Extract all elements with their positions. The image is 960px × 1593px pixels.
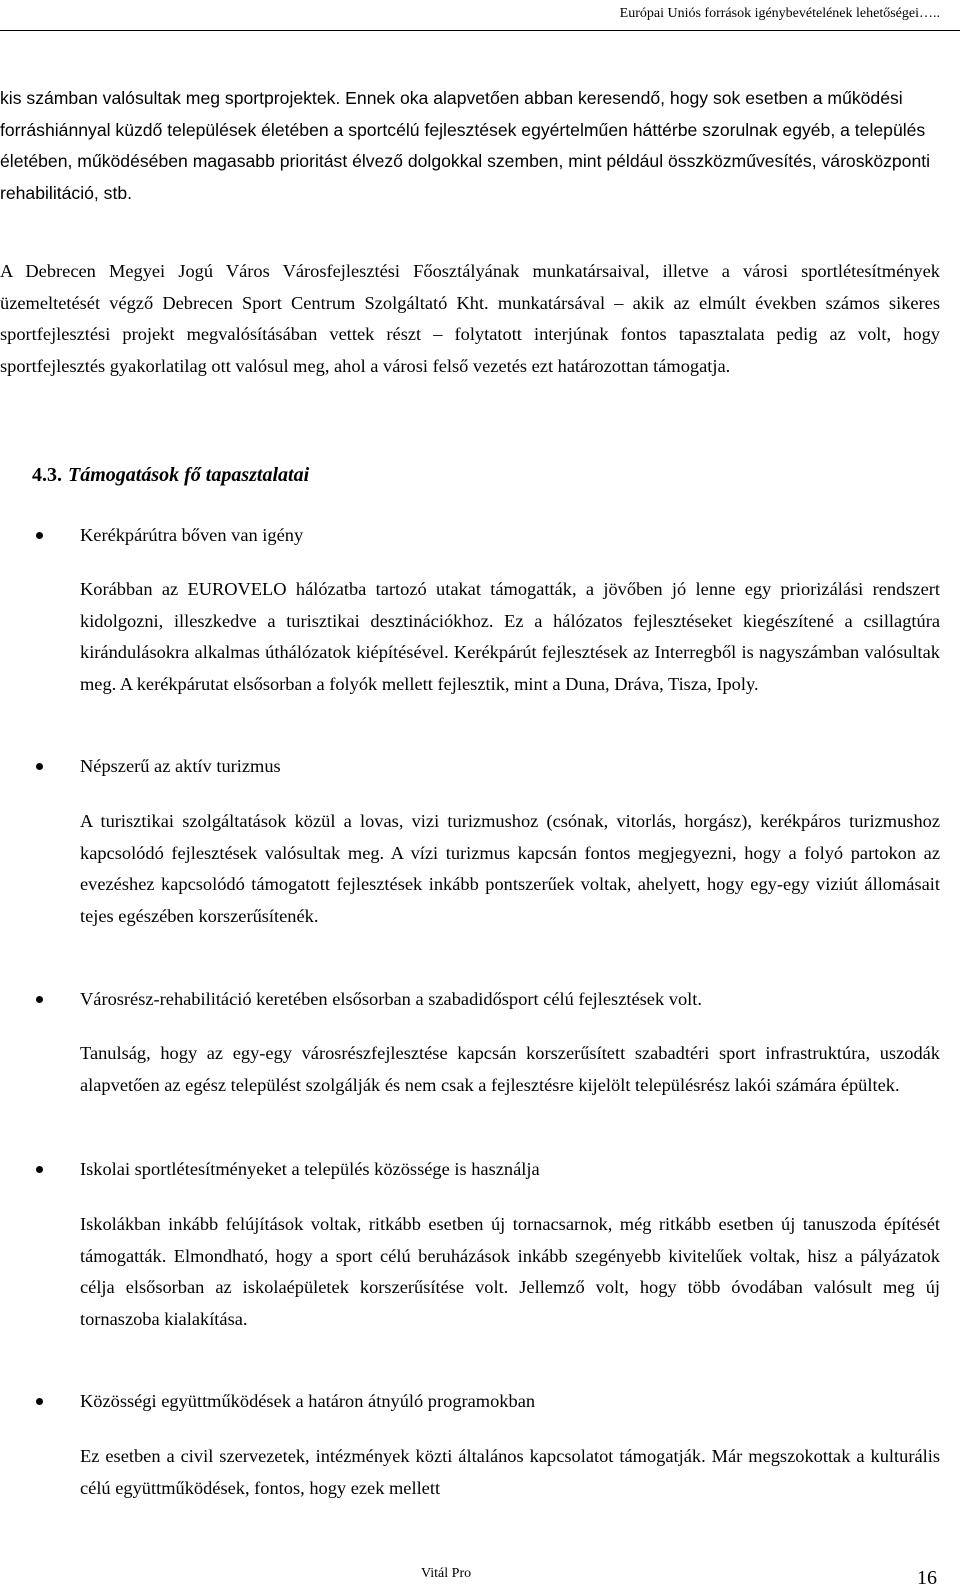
bullet-body: A turisztikai szolgáltatások közül a lovas, vizi turizmushoz (csónak, vitorlás, horgász), kerékpáros turizmushoz kapcsolódó fejlesztések valósultak meg. A vízi turizmus kapcsán fontos megjegyezni, hogy a folyó partokon az evezéshez kapcsolódó támogatott fejlesztések inkább pontszerűek voltak, ahelyett, hogy egy-egy viziút állomásait tejes egészében korszerűsítenék. [80,811,940,926]
section-number: 4.3. [32,464,62,486]
bullet-body: Tanulság, hogy az egy-egy városrészfejlesztése kapcsán korszerűsített szabadtéri sport infrastruktúra, uszodák alapvetően az egész települést szolgálják és nem csak a fejlesztésre kijelölt településrész lakói számára épültek. [80,1043,940,1095]
intro-paragraph: kis számban valósultak meg sportprojektek. Ennek oka alapvetően abban keresendő, hogy sok esetben a működési forráshiánnyal küzdő települések életében a sportcélú fejlesztések egyértelműen háttérbe szorulnak egyéb, a település életében, működésében magasabb prioritást élvező dolgokkal szemben, mint például összközművesítés, városközponti rehabilitáció, stb. [0,88,931,203]
debrecen-paragraph: A Debrecen Megyei Jogú Város Városfejlesztési Főosztályának munkatársaival, illetve a városi sportlétesítmények üzemeltetését végző Debrecen Sport Centrum Szolgáltató Kht. munkatársával – akik az elmúlt években számos sikeres sportfejlesztési projekt megvalósításában vettek részt – folytatott interjúnak fontos tapasztalata pedig az volt, hogy sportfejlesztés gyakorlatilag ott valósul meg, ahol a városi felső vezetés ezt határozottan támogatja. [0,261,940,376]
bullet-icon [36,532,43,539]
section-title: Támogatások fő tapasztalatai [68,464,310,486]
section-heading [32,461,309,489]
bullet-icon [36,1166,43,1173]
bullet-icon [36,996,43,1003]
bullet-heading: Népszerű az aktív turizmus [80,756,281,776]
bullet-heading: Iskolai sportlétesítményeket a település közössége is használja [80,1159,540,1179]
running-header: Európai Uniós források igénybevételének lehetőségei….. [619,6,940,21]
page-number: 16 [917,1567,937,1589]
bullet-icon [36,763,43,770]
bullet-body: Ez esetben a civil szervezetek, intézmények közti általános kapcsolatot támogatják. Már megszokottak a kulturális célú együttműködések, fontos, hogy ezek mellett [80,1446,940,1498]
footer-author: Vitál Pro [421,1566,472,1581]
bullet-heading: Kerékpárútra bőven van igény [80,525,304,545]
bullet-icon [36,1398,43,1405]
bullet-heading: Városrész-rehabilitáció keretében elsősorban a szabadidősport célú fejlesztések volt. [80,989,702,1009]
bullet-body: Korábban az EUROVELO hálózatba tartozó utakat támogatták, a jövőben jó lenne egy priorizálási rendszert kidolgozni, illeszkedve a turisztikai desztinációkhoz. Ez a hálózatos fejlesztéseket kiegészítené a csillagtúra kirándulásokra alkalmas úthálózatok kiépítésével. Kerékpárút fejlesztések az Interregből is nagyszámban valósultak meg. A kerékpárutat elsősorban a folyók mellett fejlesztik, mint a Duna, Dráva, Tisza, Ipoly. [80,579,940,694]
header-rule [0,30,960,31]
bullet-body: Iskolákban inkább felújítások voltak, ritkább esetben új tornacsarnok, még ritkább esetben új tanuszoda építését támogatták. Elmondható, hogy a sport célú beruházások inkább szegényebb kivitelűek voltak, hisz a pályázatok célja elsősorban az iskolaépületek korszerűsítése volt. Jellemző volt, hogy több óvodában valósult meg új tornaszoba kialakítása. [80,1214,940,1329]
bullet-heading: Közösségi együttműködések a határon átnyúló programokban [80,1391,536,1411]
